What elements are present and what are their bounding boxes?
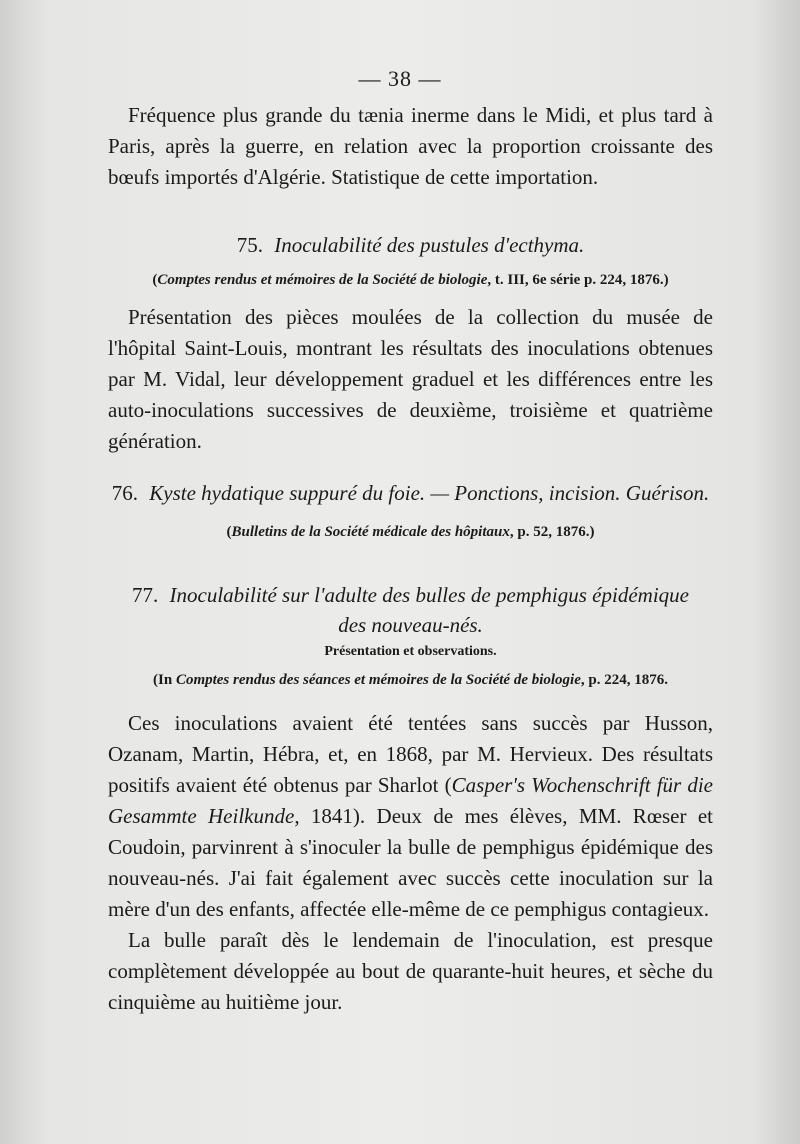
body-p1-text-b: , 1841). Deux de mes élèves, MM. Rœser et Coudoin, parvinrent à s'inoculer la bulle de pemphigus épidémique des nouveau-nés. J'ai fait également avec succès cette inoculation sur la mère d'un des enfants, affectée elle-même de ce pemphigus contagieux. bbox=[108, 804, 713, 921]
entry-75-body: Présentation des pièces moulées de la collection du musée de l'hôpital Saint-Louis, montrant les résultats des inoculations obtenues par M. Vidal, leur développement graduel et les différences entre les auto-inoculations successives de deuxième, troisième et quatrième génération. bbox=[108, 305, 713, 453]
entry-77-title-line1: Inoculabilité sur l'adulte des bulles de pemphigus épidémique bbox=[169, 583, 689, 607]
body-p1-text-a: Ces inoculations avaient été tentées sans succès par Husson, Ozanam, Martin, Hébra, et, en 1868, par M. Hervieux. Des résultats positifs avaient été obtenus par Sharlot ( bbox=[108, 711, 713, 797]
intro-section bbox=[108, 100, 713, 193]
entry-77-citation bbox=[108, 670, 713, 690]
entry-75-citation bbox=[108, 270, 713, 290]
citation-open: (In bbox=[153, 672, 176, 688]
entry-76 bbox=[108, 478, 713, 542]
entry-77-number: 77. bbox=[132, 583, 159, 607]
body-p1-italic: Casper's Wochenschrift für die Gesammte Heilkunde bbox=[108, 773, 714, 828]
citation-open: ( bbox=[226, 524, 232, 540]
citation-journal: Bulletins de la Société médicale des hôpitaux bbox=[231, 524, 510, 540]
entry-77-subnote: Présentation et observations. bbox=[324, 644, 497, 659]
entry-76-citation bbox=[108, 522, 713, 542]
citation-journal: Comptes rendus et mémoires de la Société de biologie bbox=[157, 272, 488, 288]
entry-77 bbox=[108, 580, 713, 1018]
entry-77-title-line2: des nouveau-nés. bbox=[338, 613, 483, 637]
citation-journal: Comptes rendus des séances et mémoires de la Société de biologie bbox=[175, 672, 581, 688]
page-number: — 38 — bbox=[358, 66, 442, 91]
citation-open: ( bbox=[152, 272, 158, 288]
entry-75 bbox=[108, 230, 713, 457]
citation-details: , p. 224, 1876. bbox=[580, 672, 668, 688]
entry-76-heading bbox=[108, 478, 713, 508]
entry-76-number: 76. bbox=[111, 481, 139, 505]
citation-details: , t. III, 6e série p. 224, 1876.) bbox=[487, 272, 669, 288]
entry-76-title: Kyste hydatique suppuré du foie. — Ponctions, incision. Guérison. bbox=[149, 481, 710, 505]
entry-77-body-p1 bbox=[108, 708, 713, 925]
entry-77-heading-line2 bbox=[108, 610, 713, 640]
entry-77-body-p2: La bulle paraît dès le lendemain de l'inoculation, est presque complètement développée au bout de quarante-huit heures, et sèche du cinquième au huitième jour. bbox=[108, 928, 713, 1014]
entry-75-number: 75. bbox=[236, 233, 263, 257]
citation-details: , p. 52, 1876.) bbox=[509, 524, 595, 540]
entry-77-heading bbox=[108, 580, 713, 610]
entry-75-title: Inoculabilité des pustules d'ecthyma. bbox=[274, 233, 585, 257]
intro-paragraph: Fréquence plus grande du tænia inerme dans le Midi, et plus tard à Paris, après la guerre, en relation avec la proportion croissante des bœufs importés d'Algérie. Statistique de cette importation. bbox=[108, 103, 713, 189]
entry-75-heading bbox=[108, 230, 713, 260]
